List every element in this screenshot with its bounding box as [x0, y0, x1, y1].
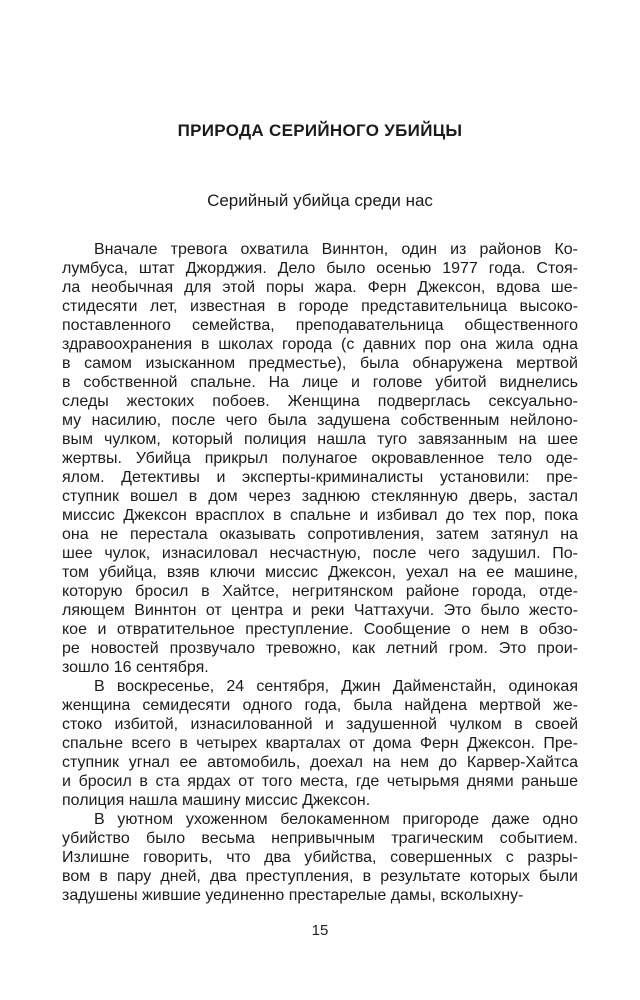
text-line: вом в пару дней, два преступления, в результате которых были — [62, 868, 578, 885]
page-number: 15 — [311, 922, 329, 939]
text-line: Вначале тревога охватила Виннтон, один из районов Ко- — [94, 241, 578, 258]
text-line: в собственной спальне. На лице и голове убитой виднелись — [62, 374, 578, 391]
text-line: она не перестала оказывать сопротивления, затем затянул на — [62, 526, 578, 543]
text-line: которую бросил в Хайтсе, негритянском районе города, отде- — [62, 583, 578, 600]
text-line: полиция нашла машину миссис Джексон. — [62, 792, 371, 809]
text-line: лумбуса, штат Джорджия. Дело было осенью 1977 года. Стоя- — [62, 260, 578, 277]
text-line: Излишне говорить, что два убийства, совершенных с разры- — [62, 849, 578, 866]
text-line: шее чулок, изнасиловал несчастную, после чего задушил. По- — [62, 545, 578, 562]
text-line: миссис Джексон врасплох в спальне и избивал до тех пор, пока — [62, 507, 578, 524]
text-line: и бросил в ста ярдах от того места, где четырьмя днями раньше — [62, 773, 578, 790]
text-line: том убийца, взяв ключи миссис Джексон, уехал на ее машине, — [62, 564, 578, 581]
text-line: ре новостей прозвучало тревожно, как летний гром. Это прои- — [62, 640, 578, 657]
text-line: ляющем Виннтон от центра и реки Чаттахучи. Это было жесто- — [62, 602, 578, 619]
text-line: женщина семидесяти одного года, была найдена мертвой же- — [62, 697, 578, 714]
text-line: задушены жившие уединенно престарелые дамы, всколыхну- — [62, 887, 524, 904]
text-line: вым чулком, который полиция нашла туго завязанным на шее — [62, 431, 578, 448]
text-block — [62, 121, 578, 940]
text-line: зошло 16 сентября. — [62, 659, 209, 676]
text-line: ялом. Детективы и эксперты-криминалисты установили: пре- — [62, 469, 578, 486]
text-line: поставленного семейства, преподавательница общественного — [62, 317, 578, 334]
text-line: здравоохранения в школах города (с давних пор она жила одна — [62, 336, 578, 353]
text-line: В уютном ухоженном белокаменном пригороде даже одно — [94, 811, 578, 828]
text-line: кое и отвратительное преступление. Сообщение о нем в обзо- — [62, 621, 578, 638]
text-line: убийство было весьма непривычным трагическим событием. — [62, 830, 578, 847]
section-subtitle: Серийный убийца среди нас — [207, 191, 433, 210]
text-line: спальне всего в четырех кварталах от дома Ферн Джексон. Пре- — [62, 735, 578, 752]
text-line: ла необычная для этой поры жара. Ферн Джексон, вдова ше- — [62, 279, 578, 296]
text-line: стоко избитой, изнасилованной и задушенной чулком в своей — [62, 716, 578, 733]
text-line: в самом изысканном предместье), была обнаружена мертвой — [62, 355, 578, 372]
chapter-title: ПРИРОДА СЕРИЙНОГО УБИЙЦЫ — [177, 121, 463, 140]
body-text — [62, 240, 578, 905]
text-line: ступник вошел в дом через заднюю стеклянную дверь, застал — [62, 488, 578, 505]
text-line: следы жестоких побоев. Женщина подверглась сексуально- — [62, 393, 578, 410]
text-line: ступник угнал ее автомобиль, доехал на нем до Карвер-Хайтса — [62, 754, 578, 771]
text-line: жертвы. Убийца прикрыл полунагое окровавленное тело оде- — [62, 450, 578, 467]
paragraph — [62, 240, 578, 677]
text-line: му насилию, после чего была задушена собственным нейлоно- — [62, 412, 578, 429]
paragraph — [62, 677, 578, 810]
text-line: стидесяти лет, известная в городе представительница высоко- — [62, 298, 578, 315]
paragraph — [62, 810, 578, 905]
text-line: В воскресенье, 24 сентября, Джин Дайменстайн, одинокая — [94, 678, 578, 695]
